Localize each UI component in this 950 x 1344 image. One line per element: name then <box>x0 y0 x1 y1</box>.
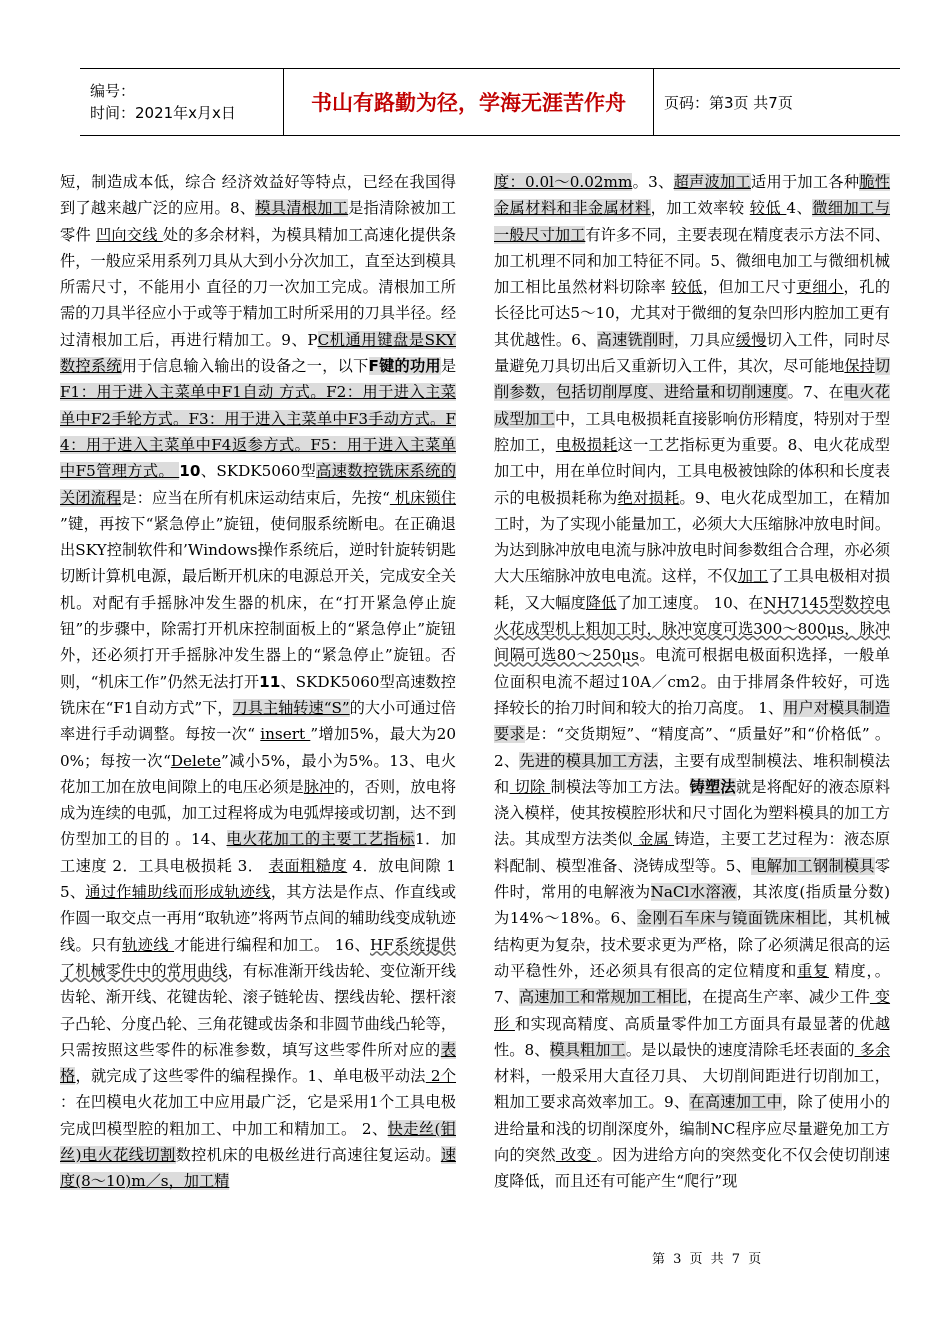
right-text-run: 绝对损耗 <box>617 488 680 507</box>
left-text-run: F1：用于进入主菜单中F1自动 方式。F2：用于进入主菜单中F2手轮方式。F3：用于进入主菜单中F3手动方式。F4：用于进入主菜单中F4返参方式。F5：用于进入主菜单中F5管理方式。 <box>60 383 456 481</box>
left-text-run: 模具清根加工 <box>255 199 349 218</box>
right-text-run: NH7145型数控电火花成型机上粗加工时，脉冲宽度可选300～800μs，脉冲间隔可选80～250μs <box>494 593 891 665</box>
right-text-run: 切削参数，包括切削厚度、进给量和切削速度 <box>494 357 891 402</box>
right-text-run: 材料，一般采用大直径刀具、 大切削间距进行切削加工，粗加工要求高效率加工。9、 <box>494 1067 890 1112</box>
left-text-run: ：在凹模电火花加工中应用最广泛，它是采用1个工具电极完成凹模型腔的粗加工、中加工和精加工。 2、 <box>60 1093 456 1138</box>
right-text-run: 切除 <box>509 777 551 796</box>
left-text-run: 、SKDK5060型 <box>200 462 317 481</box>
right-text-run: 高速加工和常规加工相比 <box>519 988 687 1007</box>
right-text-run: 。3、 <box>632 173 674 191</box>
left-text-run: 是：应当在所有机床运动结束后，先按“ <box>121 488 390 507</box>
right-text-run: 较低 <box>671 278 703 297</box>
right-text-run: 切入工件，同时尽量避免刀具切出后又重新切入工件，其次，尽可能地 <box>494 330 890 376</box>
right-text-run: 改变 <box>555 1145 597 1164</box>
right-text-run: 保持 <box>844 357 875 376</box>
left-text-run: 是 <box>440 357 457 376</box>
right-text-run: 在高速加工中 <box>689 1093 783 1112</box>
right-text-run: ，除了使用小的进给量和浅的切削深度外，编制NC程序应尽量避免加工方向的突然 <box>494 1093 890 1164</box>
left-text-run: insert <box>260 725 311 744</box>
right-text-run: 多余 <box>854 1040 891 1059</box>
left-text-run: 数控机床的电极丝进行高速往复运动。 <box>175 1145 441 1164</box>
left-text-run: ”键，再按下“紧急停止”旋钮，使伺服系统断电。在正确退出SKY控制软件和’Windows操作系统后，逆时针旋转钥匙切断计算机电源，最后断开机床的电源总开关，完成安全关机。对配有手摇脉冲发生器的机床，在“打开紧急停止旋钮”的步骤中，除需打开机床控制面板上的“紧急停止”旋钮外，还必须打开手摇脉冲发生器上的“紧急停止”旋钮。否则，“机床工作”仍然无法打开 <box>60 514 456 691</box>
left-text-run: 的，否则，放电将成为连续的电弧，加工过程将成为电弧焊接或切割，达不到仿型加工的目的 。14、 <box>60 777 457 849</box>
right-text-run: ，其浓度(指质量分数)为14%～18%。6、 <box>494 883 890 928</box>
page-header <box>80 68 900 136</box>
left-text-run: C机通用键盘是SKY数控系统 <box>60 330 456 376</box>
left-text-run: 4．放电间隙 15、 <box>60 856 457 902</box>
header-page-info: 页码：第3页 共7页 <box>664 93 793 112</box>
right-text-run: 。9、电火花成型加工，在精加工时，为了实现小能量加工，必须大大压缩脉冲放电时间。为达到脉冲放电电流与脉冲放电时间参数组合合理，亦必须大大压缩脉冲放电电流。这样，不仅 <box>494 488 890 586</box>
right-text-run: 了工具电极相对损耗，又大幅度 <box>494 567 891 612</box>
header-meta <box>80 69 284 135</box>
right-text-run: 。7、在 <box>787 383 844 402</box>
right-text-run: 4、 <box>786 199 813 218</box>
left-text-run: 用于信息输入输出的设备之一，以下 <box>121 357 369 376</box>
right-text-run: 先进的模具加工方法 <box>519 751 659 770</box>
left-text-run: 是指清除被加工零件 <box>60 199 456 244</box>
document-number: 编号： <box>90 82 136 100</box>
right-text-run: 度：0.0l～0.02mm <box>494 173 633 191</box>
right-text-run: 用户对模具制造要求 <box>494 698 890 744</box>
right-text-run: 零件时，常用的电解液为 <box>494 856 890 902</box>
right-text-run: 和实现高精度、高质量零件加工方面具有最显著的优越性。8、 <box>494 1014 891 1059</box>
right-text-run: ，加工效率较 <box>650 199 750 218</box>
right-text-run: 金刚石车床与镜面铣床相比 <box>636 909 828 928</box>
left-text-run: 1．加工速度 2．工具电极损耗 3． <box>60 830 457 875</box>
right-text-run: 是：“交货期短”、“精度高”、“质量好”和“价格低” 。2、 <box>494 725 891 770</box>
right-text-run: ，刀具应 <box>673 330 736 349</box>
left-column-text <box>60 169 456 1195</box>
right-column-text <box>494 169 890 1195</box>
left-text-run: 表格 <box>60 1040 456 1086</box>
left-text-run: 刀具主轴转速“S” <box>232 698 350 717</box>
right-text-run: 降低 <box>585 593 617 612</box>
right-text-run: 。因为进给方向的突然变化不仅会使切削速度降低，而且还有可能产生“爬行”现 <box>494 1145 891 1191</box>
left-text-run: 短，制造成本低，综合 经济效益好等特点，已经在我国得到了越来越广泛的应用。8、 <box>60 173 456 218</box>
right-text-run: 电解加工钢制模具 <box>751 856 875 875</box>
left-text-run: 才能进行编程和加工。 16、 <box>174 935 371 954</box>
left-text-run: ，就完成了这些零件的编程操作。1、单电极平动法 <box>75 1067 426 1086</box>
right-text-run: 加工 <box>737 567 769 586</box>
document-date: 时间：2021年x月x日 <box>90 104 236 122</box>
right-text-run: 金属 <box>633 830 675 849</box>
left-text-run: ，其方法是作点、作直线或作圆一取交点一再用“取轨迹”将两节点间的辅助线变成轨迹线。只有 <box>60 883 456 954</box>
header-motto: 书山有路勤为径，学海无涯苦作舟 <box>284 69 654 135</box>
left-text-run: ”减小5%，最小为5%。13、电火花加工加在放电间隙上的电压必须是 <box>60 751 457 796</box>
right-text-run: 铸塑法 <box>689 777 736 796</box>
left-text-run: 电火花加工的主要工艺指标 <box>226 830 415 849</box>
left-text-run: F键的功用 <box>368 357 441 376</box>
right-text-run: ，孔的长径比可达5～10，尤其对于微细的复杂凹形内腔加工更有其优越性。6、 <box>494 278 891 349</box>
right-text-run: 模具粗加工 <box>549 1040 626 1059</box>
left-text-run: ，有标准渐开线齿轮、变位渐开线齿轮、渐开线、花键齿轮、滚子链轮齿、摆线齿轮、摆杆滚子凸轮、分度凸轮、三角花键或齿条和非圆节曲线凸轮等，只需按照这些零件的标准参数，填写这些零件所对应的 <box>60 961 457 1059</box>
right-text-run: NaCl水溶液 <box>650 883 737 902</box>
right-text-run: 制模法等加工方法。 <box>550 777 690 796</box>
right-text-run: ，其机械结构更为复杂，技术要求更为严格，除了必须满足很高的运动平稳性外，还必须具有很高的定位精度和 <box>494 909 890 980</box>
right-text-run: 超声波加工 <box>673 173 751 191</box>
right-text-run: 中，工具电极损耗直接影响仿形精度，特别对于型腔加工， <box>494 409 891 454</box>
left-text-run: 凹向交线 <box>95 225 163 244</box>
right-text-run: 高速铣削时 <box>596 330 674 349</box>
right-text-run: 有许多不同，主要表现在精度表示方法不同、加工机理不同和加工特征不同。5、微细电加工与微细机械加工相比虽然材料切除率 <box>494 225 891 297</box>
left-text-run: Delete <box>170 751 221 770</box>
right-text-run: 铸造，主要工艺过程为：液态原料配制、模型准备、浇铸成型等。5、 <box>494 830 891 875</box>
right-text-run: ，在提高生产率、减少工件 <box>686 988 870 1007</box>
left-text-run: HF系统提供了机械零件中的常用曲线 <box>60 935 457 980</box>
left-text-run: 处的多余材料，为模具精加工高速化提供条件，一般应采用系列刀具从大到小分次加工，直至达到模具所需尺寸，不能用小 直径的刀一次加工完成。清根加工所需的刀具半径应小于或等于精加工时所采用的刀具半径。经过清根加工后，再进行精加工。9、P <box>60 225 457 349</box>
left-text-run: 快走丝(钼丝)电火花线切割 <box>60 1119 456 1164</box>
right-text-run: 这一工艺指标更为重要。8、电火花成型加工中，用在单位时间内，工具电极被蚀除的体积和长度表示的电极损耗称为 <box>494 435 890 507</box>
left-text-run: 10 <box>179 462 201 481</box>
right-text-run: 缓慢 <box>735 330 767 349</box>
left-text-run: 高速数控铣床系统的关闭流程 <box>60 462 457 507</box>
right-text-run: 微细加工与一般尺寸加工 <box>494 199 891 244</box>
right-text-run: 电火花成型加工 <box>494 383 890 428</box>
left-text-run: ”增加5%，最大为200%；每按一次“ <box>60 725 456 770</box>
right-text-run: 电极损耗 <box>555 435 618 454</box>
left-text-run: 11 <box>259 672 281 691</box>
right-text-run: 脆性金属材料和非金属材料 <box>494 173 891 218</box>
right-text-run: 变形 <box>494 988 891 1033</box>
left-text-run: 的大小可通过倍率进行手动调整。每按一次“ <box>60 698 456 744</box>
right-text-run: 就是将配好的液态原料浇入模样，使其按模腔形状和尺寸固化为塑料模具的加工方法。其成型方法类似 <box>494 777 891 849</box>
right-text-run: ，主要有成型制模法、堆积制模法和 <box>494 751 890 796</box>
right-text-run: 。电流可根据电极面积选择，一般单位面积电流不超过10A／cm2。由于排屑条件较好，可选择较长的抬刀时间和较大的抬刀高度。 1、 <box>494 646 890 717</box>
right-text-run: ，但加工尺寸 <box>702 278 797 297</box>
left-text-run: 轨迹线 <box>122 935 175 954</box>
left-text-run: 速度(8～10)m／s，加工精 <box>60 1145 456 1191</box>
right-text-run: 精度，。7、 <box>494 961 890 1007</box>
left-text-run: 2个 <box>425 1067 457 1086</box>
right-text-run: 较低 <box>749 199 787 218</box>
right-text-run: 更细小 <box>796 278 844 297</box>
left-text-run: 通过作辅助线而形成轨迹线 <box>85 883 271 902</box>
right-text-run: 。是以最快的速度清除毛坯表面的 <box>625 1040 855 1059</box>
left-text-run: 机床锁住 <box>389 488 457 507</box>
left-text-run: 表面粗糙度 <box>268 856 348 875</box>
left-text-run: 、SKDK5060型高速数控铣床在“F1自动方式”下， <box>60 672 456 717</box>
left-text-run: 脉冲 <box>303 777 335 796</box>
right-text-run: 了加工速度。 10、在 <box>616 593 764 612</box>
page-footer: 第 3 页 共 7 页 <box>652 1252 764 1267</box>
right-text-run: 重复 <box>797 961 829 980</box>
right-text-run: 适用于加工各种 <box>750 173 860 191</box>
